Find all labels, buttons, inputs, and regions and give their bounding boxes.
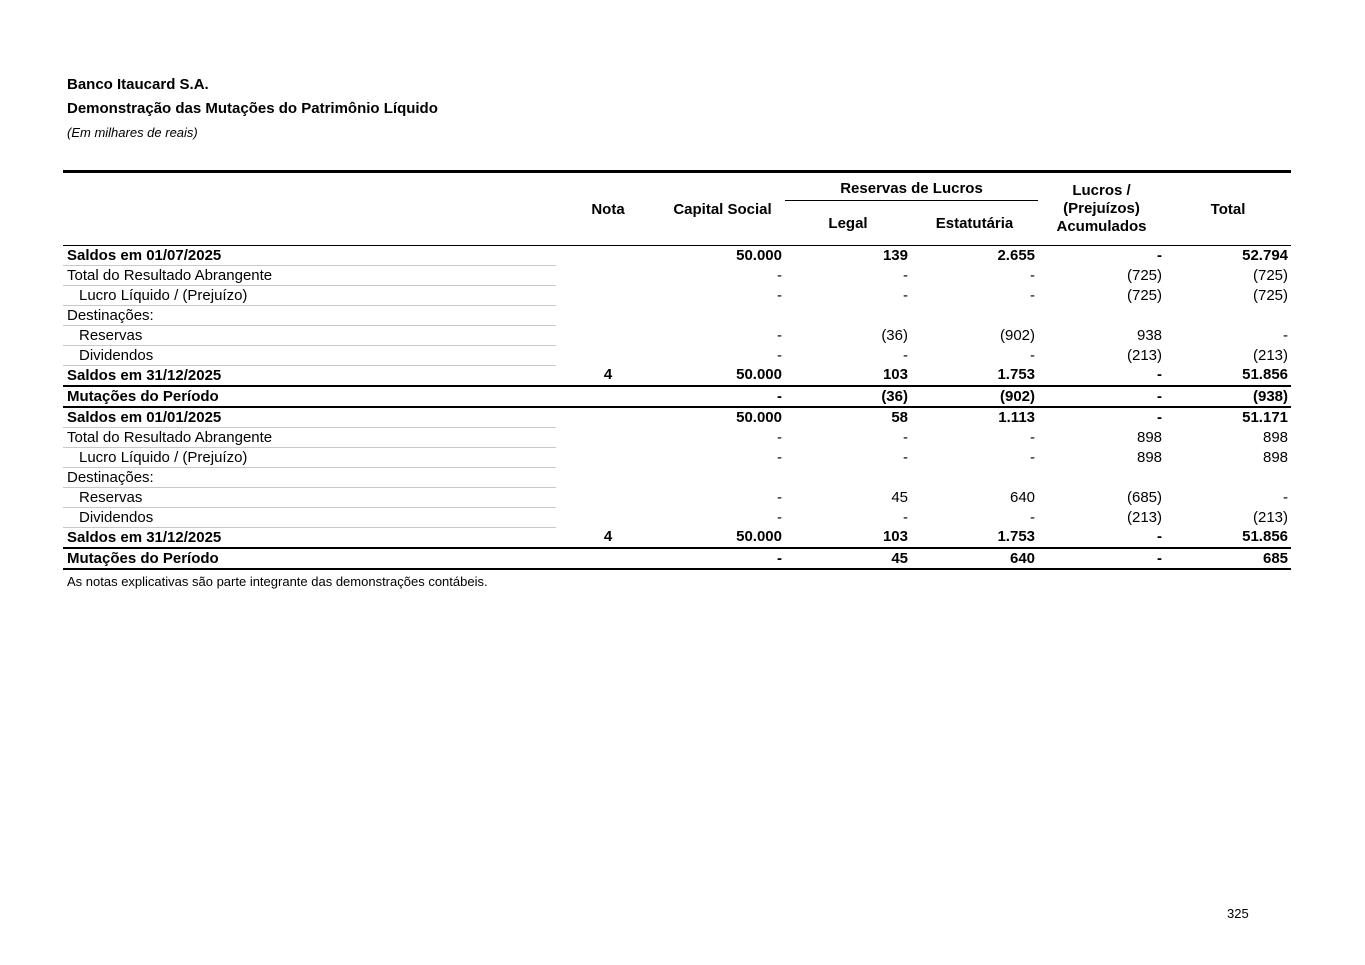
cell-capital: - — [777, 488, 782, 506]
table-row — [63, 386, 1291, 407]
cell-estatutaria: - — [1030, 266, 1036, 284]
cell-estatutaria: - — [1030, 448, 1036, 466]
cell-estatutaria: 640 — [911, 548, 1038, 569]
table-row — [63, 548, 1291, 569]
cell-lucros: 898 — [1136, 428, 1163, 446]
cell-estatutaria: (902) — [999, 326, 1036, 344]
cell-label: Destinações: — [63, 468, 556, 488]
cell-label: Dividendos — [63, 508, 556, 528]
cell-capital: - — [777, 326, 782, 344]
cell-lucros: - — [1157, 246, 1163, 264]
cell-total: 51.171 — [1242, 408, 1289, 426]
cell-lucros: 938 — [1136, 326, 1163, 344]
header-reservas-de-lucros: Reservas de Lucros — [785, 172, 1038, 201]
cell-legal: - — [903, 508, 908, 526]
cell-estatutaria: - — [1030, 286, 1036, 304]
table-row — [63, 306, 1291, 326]
cell-label: Reservas — [63, 326, 556, 346]
cell-label: Saldos em 31/12/2025 — [67, 528, 222, 546]
cell-total: (938) — [1165, 386, 1291, 407]
cell-total: (213) — [1252, 346, 1289, 364]
cell-lucros: - — [1038, 386, 1165, 407]
cell-nota — [556, 246, 660, 266]
cell-total: (725) — [1252, 286, 1289, 304]
cell-lucros: (213) — [1126, 508, 1163, 526]
cell-total: - — [1283, 326, 1289, 344]
cell-legal: - — [903, 448, 908, 466]
cell-label: Lucro Líquido / (Prejuízo) — [63, 286, 556, 306]
cell-legal — [785, 468, 911, 488]
cell-legal: 103 — [882, 528, 908, 546]
cell-nota — [556, 407, 660, 428]
cell-capital: 50.000 — [736, 366, 782, 384]
cell-lucros — [1038, 306, 1165, 326]
cell-capital: - — [660, 386, 785, 407]
cell-label: Reservas — [63, 488, 556, 508]
company-name: Banco Itaucard S.A. — [67, 76, 209, 93]
cell-label: Saldos em 31/12/2025 — [67, 366, 222, 384]
cell-total: - — [1283, 488, 1289, 506]
cell-nota — [556, 286, 660, 306]
header-estatutaria: Estatutária — [911, 201, 1038, 246]
cell-legal: (36) — [881, 326, 908, 344]
cell-total: 898 — [1262, 428, 1289, 446]
cell-lucros — [1038, 468, 1165, 488]
page-number: 325 — [1227, 906, 1249, 921]
cell-nota — [556, 488, 660, 508]
cell-estatutaria: 2.655 — [997, 246, 1036, 264]
header-blank — [63, 172, 556, 246]
table-row — [63, 448, 1291, 468]
cell-estatutaria: 1.753 — [997, 366, 1036, 384]
cell-capital: 50.000 — [736, 528, 782, 546]
cell-legal: 45 — [785, 548, 911, 569]
cell-capital: - — [777, 286, 782, 304]
table-row — [63, 326, 1291, 346]
header-total: Total — [1165, 172, 1291, 246]
header-lucros-line1: Lucros / — [1072, 182, 1131, 199]
equity-changes-table — [63, 170, 1291, 570]
cell-capital: - — [777, 428, 782, 446]
table-row — [63, 266, 1291, 286]
cell-total — [1165, 468, 1291, 488]
cell-nota — [556, 306, 660, 326]
header-lucros-line2: (Prejuízos) — [1063, 200, 1140, 217]
cell-nota — [556, 326, 660, 346]
cell-estatutaria: 1.753 — [997, 528, 1036, 546]
statement-body — [63, 170, 1291, 590]
cell-lucros: (685) — [1126, 488, 1163, 506]
cell-total: 898 — [1262, 448, 1289, 466]
cell-nota — [556, 428, 660, 448]
cell-legal: 45 — [891, 488, 908, 506]
cell-estatutaria: - — [1030, 428, 1036, 446]
cell-estatutaria: 1.113 — [998, 408, 1036, 426]
cell-estatutaria: 640 — [1009, 488, 1036, 506]
table-row — [63, 528, 1291, 549]
header-lucros-acumulados — [1038, 172, 1165, 246]
table-row — [63, 407, 1291, 428]
cell-estatutaria: (902) — [911, 386, 1038, 407]
cell-capital: - — [660, 548, 785, 569]
table-row — [63, 366, 1291, 387]
cell-nota — [556, 508, 660, 528]
cell-capital: - — [777, 346, 782, 364]
cell-nota — [556, 468, 660, 488]
cell-estatutaria — [911, 306, 1038, 326]
cell-legal: - — [903, 346, 908, 364]
cell-label: Saldos em 01/01/2025 — [63, 407, 556, 428]
cell-label: Mutações do Período — [63, 386, 556, 407]
statement-title: Demonstração das Mutações do Patrimônio Líquido — [67, 100, 438, 117]
cell-label: Mutações do Período — [63, 548, 556, 569]
header-legal: Legal — [785, 201, 911, 246]
cell-lucros: - — [1157, 408, 1163, 426]
cell-nota — [556, 266, 660, 286]
cell-label: Lucro Líquido / (Prejuízo) — [63, 448, 556, 468]
cell-lucros: (725) — [1126, 266, 1163, 284]
cell-lucros: (213) — [1126, 346, 1163, 364]
currency-note: (Em milhares de reais) — [67, 125, 198, 140]
cell-legal: 139 — [882, 246, 908, 264]
cell-capital — [660, 468, 785, 488]
cell-lucros: - — [1157, 528, 1163, 546]
cell-nota: 4 — [603, 366, 613, 384]
cell-legal — [785, 306, 911, 326]
cell-label: Saldos em 01/07/2025 — [63, 246, 556, 266]
cell-capital — [660, 306, 785, 326]
table-row — [63, 346, 1291, 366]
cell-nota — [556, 346, 660, 366]
cell-legal: (36) — [785, 386, 911, 407]
table-row — [63, 508, 1291, 528]
cell-nota — [556, 548, 660, 569]
table-row — [63, 488, 1291, 508]
cell-lucros: (725) — [1126, 286, 1163, 304]
cell-label: Total do Resultado Abrangente — [63, 428, 556, 448]
cell-lucros: - — [1157, 366, 1163, 384]
cell-total: 51.856 — [1242, 366, 1289, 384]
cell-nota: 4 — [603, 528, 613, 546]
cell-legal: 58 — [891, 408, 908, 426]
cell-nota — [556, 386, 660, 407]
cell-estatutaria: - — [1030, 346, 1036, 364]
cell-capital: 50.000 — [736, 246, 782, 264]
cell-label: Dividendos — [63, 346, 556, 366]
cell-legal: - — [903, 266, 908, 284]
header-nota: Nota — [556, 172, 660, 246]
cell-capital: - — [777, 448, 782, 466]
table-row — [63, 246, 1291, 266]
cell-capital: 50.000 — [736, 408, 782, 426]
header-lucros-line3: Acumulados — [1056, 218, 1147, 235]
cell-total: 52.794 — [1242, 246, 1289, 264]
cell-legal: 103 — [882, 366, 908, 384]
cell-label: Total do Resultado Abrangente — [63, 266, 556, 286]
cell-capital: - — [777, 266, 782, 284]
cell-total: (213) — [1252, 508, 1289, 526]
cell-nota — [556, 448, 660, 468]
footer-note: As notas explicativas são parte integrante das demonstrações contábeis. — [67, 574, 488, 589]
cell-estatutaria — [911, 468, 1038, 488]
cell-legal: - — [903, 428, 908, 446]
cell-lucros: 898 — [1136, 448, 1163, 466]
cell-lucros: - — [1038, 548, 1165, 569]
cell-legal: - — [903, 286, 908, 304]
cell-total: 685 — [1165, 548, 1291, 569]
cell-total: 51.856 — [1242, 528, 1289, 546]
table-row — [63, 428, 1291, 448]
table-row — [63, 286, 1291, 306]
table-row — [63, 468, 1291, 488]
cell-total: (725) — [1252, 266, 1289, 284]
cell-capital: - — [777, 508, 782, 526]
cell-label: Destinações: — [63, 306, 556, 326]
header-capital-social: Capital Social — [660, 172, 785, 246]
cell-total — [1165, 306, 1291, 326]
cell-estatutaria: - — [1030, 508, 1036, 526]
